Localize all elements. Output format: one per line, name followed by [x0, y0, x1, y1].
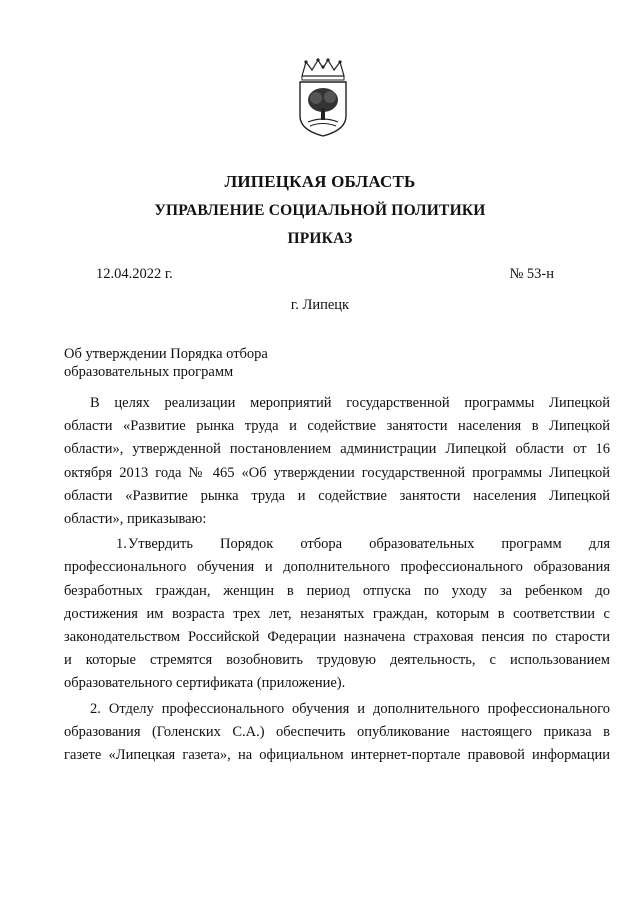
text-line: газете «Липецкая газета», на официальном интернет-портале правовой информации: [64, 747, 610, 764]
order-body: [64, 392, 610, 767]
coat-of-arms-icon: [294, 58, 352, 138]
text-line: и которые стремятся возобновить трудовую деятельность, с использованием: [64, 652, 610, 669]
text-line: профессионального обучения и дополнительного профессионального образования: [64, 559, 610, 576]
order-date: 12.04.2022 г.: [96, 266, 173, 282]
subject-line: Об утверждении Порядка отбора: [64, 346, 268, 362]
paragraph-item-2: [64, 698, 610, 768]
text-line: области», утвержденной постановлением администрации Липецкой области от 16: [64, 441, 610, 458]
text-line: области», приказываю:: [64, 511, 207, 528]
text-line: безработных граждан, женщин в период отпуска по уходу за ребенком до: [64, 582, 610, 599]
text-line: области «Развитие рынка труда и содействие занятости населения Липецкой: [64, 487, 610, 504]
item-text: Утвердить Порядок отбора образовательных программ для: [128, 536, 610, 553]
text-line: достижения им возраста трех лет, незанятых граждан, которым в соответствии с: [64, 605, 610, 622]
text-line: 2. Отделу профессионального обучения и дополнительного профессионального: [90, 700, 610, 717]
text-line: образовательного сертификата (приложение).: [64, 675, 346, 692]
text-line: [64, 533, 610, 556]
region-title: ЛИПЕЦКАЯ ОБЛАСТЬ: [224, 172, 416, 191]
document-type: ПРИКАЗ: [287, 230, 353, 247]
order-city: г. Липецк: [290, 297, 350, 313]
text-line: законодательством Российской Федерации назначена страховая пенсия по старости: [64, 629, 610, 646]
paragraph-item-1: [64, 533, 610, 695]
text-line: области «Развитие рынка труда и содействие занятости населения в Липецкой: [64, 418, 610, 435]
item-number: 1.: [116, 536, 127, 553]
paragraph-preamble: [64, 392, 610, 531]
subject-line: образовательных программ: [64, 364, 234, 380]
text-line: В целях реализации мероприятий государственной программы Липецкой: [90, 395, 610, 411]
text-line: образования (Голенских С.А.) обеспечить опубликование настоящего приказа в: [64, 723, 610, 740]
order-subject: [64, 345, 364, 381]
text-line: октября 2013 года № 465 «Об утверждении государственной программы Липецкой: [64, 464, 610, 481]
order-number: № 53-н: [509, 266, 554, 282]
department-title: УПРАВЛЕНИЕ СОЦИАЛЬНОЙ ПОЛИТИКИ: [154, 202, 486, 219]
